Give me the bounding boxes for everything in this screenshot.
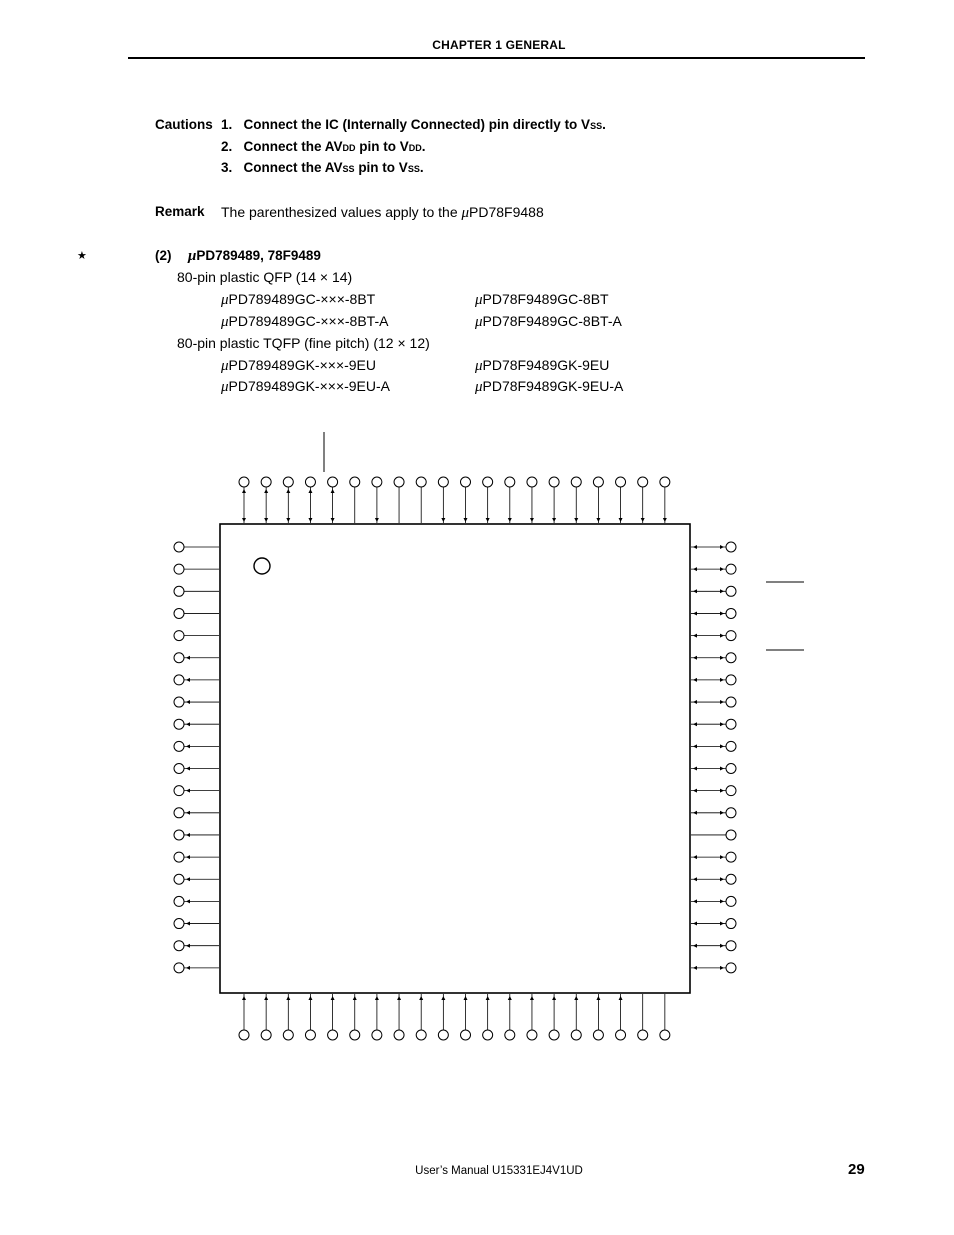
pin-arrow [186,722,190,726]
pin-arrow [264,518,268,522]
page-number: 29 [848,1161,865,1178]
pin-terminal [174,741,184,751]
pin-arrow [693,545,697,549]
pin-arrow [693,678,697,682]
remark-text: The parenthesized values apply to the μPD78F9488 [221,204,544,221]
pin-terminal [174,830,184,840]
pin-terminal [483,1030,493,1040]
pin-arrow [375,518,379,522]
pin-arrow [693,744,697,748]
pin-arrow [720,567,724,571]
pin-arrow [264,489,268,493]
pin1-index-mark [254,558,270,574]
pin-terminal [660,1030,670,1040]
pin-arrow [720,767,724,771]
pin-arrow [186,656,190,660]
pin-arrow [720,744,724,748]
pin-terminal [305,1030,315,1040]
pin-arrow [720,811,724,815]
pin-arrow [693,899,697,903]
pin-arrow [508,518,512,522]
pin-arrow [486,518,490,522]
pin-arrow [375,996,379,1000]
pin-terminal [549,477,559,487]
pin-arrow [186,744,190,748]
pin-arrow [720,589,724,593]
pin-arrow [720,966,724,970]
pin-terminal [726,941,736,951]
pin-arrow [186,767,190,771]
pin-arrow [596,996,600,1000]
pin-terminal [372,1030,382,1040]
pin-terminal [174,941,184,951]
pin-arrow [397,996,401,1000]
pin-terminal [549,1030,559,1040]
pin-terminal [726,741,736,751]
pin-arrow [720,545,724,549]
pin-terminal [174,874,184,884]
pin-terminal [726,631,736,641]
pin-arrow [693,966,697,970]
pin-arrow [693,700,697,704]
pin-arrow [693,789,697,793]
part-number: μPD789489GK-×××-9EU-A [221,378,391,395]
pin-arrow [186,877,190,881]
pin-terminal [174,653,184,663]
pin-arrow [186,966,190,970]
pin-arrow [530,518,534,522]
pin-arrow [186,789,190,793]
package-label-qfp: 80-pin plastic QFP (14 × 14) [177,269,353,285]
pin-terminal [726,786,736,796]
pin-arrow [286,996,290,1000]
pin-arrow [331,518,335,522]
pin-arrow [530,996,534,1000]
section-number: (2) [155,248,172,263]
part-number: μPD78F9489GK-9EU-A [475,378,624,395]
pin-arrow [619,518,623,522]
pin-terminal [726,608,736,618]
pin-arrow [693,567,697,571]
pin-terminal [261,477,271,487]
caution-2: 2. Connect the AVDD pin to VDD. [221,139,426,154]
pin-arrow [441,996,445,1000]
pin-arrow [308,489,312,493]
pin-terminal [726,719,736,729]
pin-arrow [574,996,578,1000]
pin-terminal [283,1030,293,1040]
pin-terminal [372,477,382,487]
pin-arrow [486,996,490,1000]
pin-terminal [571,1030,581,1040]
pin-arrow [186,833,190,837]
pin-arrow [308,996,312,1000]
pin-arrow [574,518,578,522]
pin-terminal [726,542,736,552]
pin-terminal [174,764,184,774]
pin-arrow [186,899,190,903]
part-number: μPD78F9489GK-9EU [475,357,610,374]
pin-terminal [174,808,184,818]
pin-arrow [693,589,697,593]
pin-arrow [693,944,697,948]
chip-body [220,524,690,993]
pin-group [174,477,736,1040]
pin-arrow [720,656,724,660]
pin-terminal [593,1030,603,1040]
pin-terminal [638,1030,648,1040]
pin-arrow [720,611,724,615]
pin-terminal [239,1030,249,1040]
pin-arrow [720,855,724,859]
pin-arrow [693,855,697,859]
pin-terminal [726,896,736,906]
pin-arrow [693,656,697,660]
footer-manual: User’s Manual U15331EJ4V1UD [415,1165,583,1177]
pin-terminal [660,477,670,487]
pin-arrow [242,996,246,1000]
pin-arrow [693,611,697,615]
pin-terminal [174,919,184,929]
pin-arrow [720,944,724,948]
pin-terminal [726,963,736,973]
pin-arrow [464,518,468,522]
pin-arrow [720,922,724,926]
pin-arrow [720,678,724,682]
remark-label: Remark [155,204,205,219]
pin-arrow [186,811,190,815]
pin-arrow [331,996,335,1000]
pin-terminal [305,477,315,487]
pin-arrow [186,678,190,682]
pin-terminal [726,653,736,663]
pin-terminal [593,477,603,487]
pin-terminal [726,919,736,929]
pin-arrow [720,899,724,903]
pin-terminal [726,586,736,596]
pin-arrow [264,996,268,1000]
package-label-tqfp: 80-pin plastic TQFP (fine pitch) (12 × 12) [177,335,430,351]
pin-arrow [242,518,246,522]
pin-arrow [552,996,556,1000]
pin-arrow [308,518,312,522]
pin-terminal [726,830,736,840]
pin-terminal [174,719,184,729]
pin-arrow [331,489,335,493]
pin-arrow [619,996,623,1000]
pin-terminal [350,1030,360,1040]
pin-arrow [596,518,600,522]
pin-terminal [527,477,537,487]
pin-terminal [174,631,184,641]
pin-arrow [186,922,190,926]
pin-terminal [283,477,293,487]
pin-arrow [693,811,697,815]
pin-terminal [726,675,736,685]
pin-arrow [186,700,190,704]
pin-arrow [693,877,697,881]
pin-terminal [350,477,360,487]
revision-star-icon: ★ [77,250,87,262]
pin-terminal [394,477,404,487]
pin-arrow [720,700,724,704]
pin-arrow [552,518,556,522]
pin-arrow [693,767,697,771]
pin-arrow [186,944,190,948]
pin-terminal [174,896,184,906]
pin-arrow [441,518,445,522]
pin-arrow [720,877,724,881]
pin-terminal [616,1030,626,1040]
pin-terminal [174,675,184,685]
pin-arrow [720,722,724,726]
pin-arrow [693,922,697,926]
pin-terminal [438,477,448,487]
running-header: CHAPTER 1 GENERAL [432,38,566,52]
part-number: μPD789489GK-×××-9EU [221,357,377,374]
caution-1: 1. Connect the IC (Internally Connected) pin directly to VSS. [221,117,606,132]
pin-terminal [174,786,184,796]
pin-terminal [328,477,338,487]
pin-arrow [286,518,290,522]
pin-arrow [186,855,190,859]
pin-terminal [461,477,471,487]
part-number: μPD78F9489GC-8BT [475,291,609,308]
caution-3: 3. Connect the AVSS pin to VSS. [221,160,424,175]
pin-terminal [174,564,184,574]
pin-terminal [726,852,736,862]
pin-terminal [726,764,736,774]
pin-terminal [726,697,736,707]
pin-arrow [419,996,423,1000]
pin-terminal [726,808,736,818]
pin-arrow [242,489,246,493]
pin-arrow [286,489,290,493]
pin-terminal [174,542,184,552]
cautions-label: Cautions [155,117,213,132]
pin-terminal [438,1030,448,1040]
pin-terminal [328,1030,338,1040]
pin-terminal [174,963,184,973]
part-number: μPD789489GC-×××-8BT [221,291,376,308]
pin-terminal [416,1030,426,1040]
pin-terminal [174,608,184,618]
pin-terminal [394,1030,404,1040]
pin-arrow [641,518,645,522]
pin-arrow [693,722,697,726]
pin-arrow [663,518,667,522]
pin-terminal [505,1030,515,1040]
pin-terminal [174,852,184,862]
pin-arrow [720,789,724,793]
pin-arrow [464,996,468,1000]
pin-terminal [726,564,736,574]
part-number: μPD789489GC-×××-8BT-A [221,313,389,330]
pin-terminal [527,1030,537,1040]
pin-terminal [638,477,648,487]
pin-terminal [261,1030,271,1040]
pin-terminal [505,477,515,487]
pin-terminal [726,874,736,884]
pin-arrow [508,996,512,1000]
pin-terminal [239,477,249,487]
pin-terminal [483,477,493,487]
pin-arrow [353,996,357,1000]
pin-terminal [174,697,184,707]
pin-arrow [693,634,697,638]
pin-terminal [571,477,581,487]
section-title: μPD789489, 78F9489 [188,248,321,264]
pin-arrow [720,634,724,638]
pin-terminal [416,477,426,487]
pin-terminal [174,586,184,596]
part-number: μPD78F9489GC-8BT-A [475,313,622,330]
pin-terminal [616,477,626,487]
pin-terminal [461,1030,471,1040]
